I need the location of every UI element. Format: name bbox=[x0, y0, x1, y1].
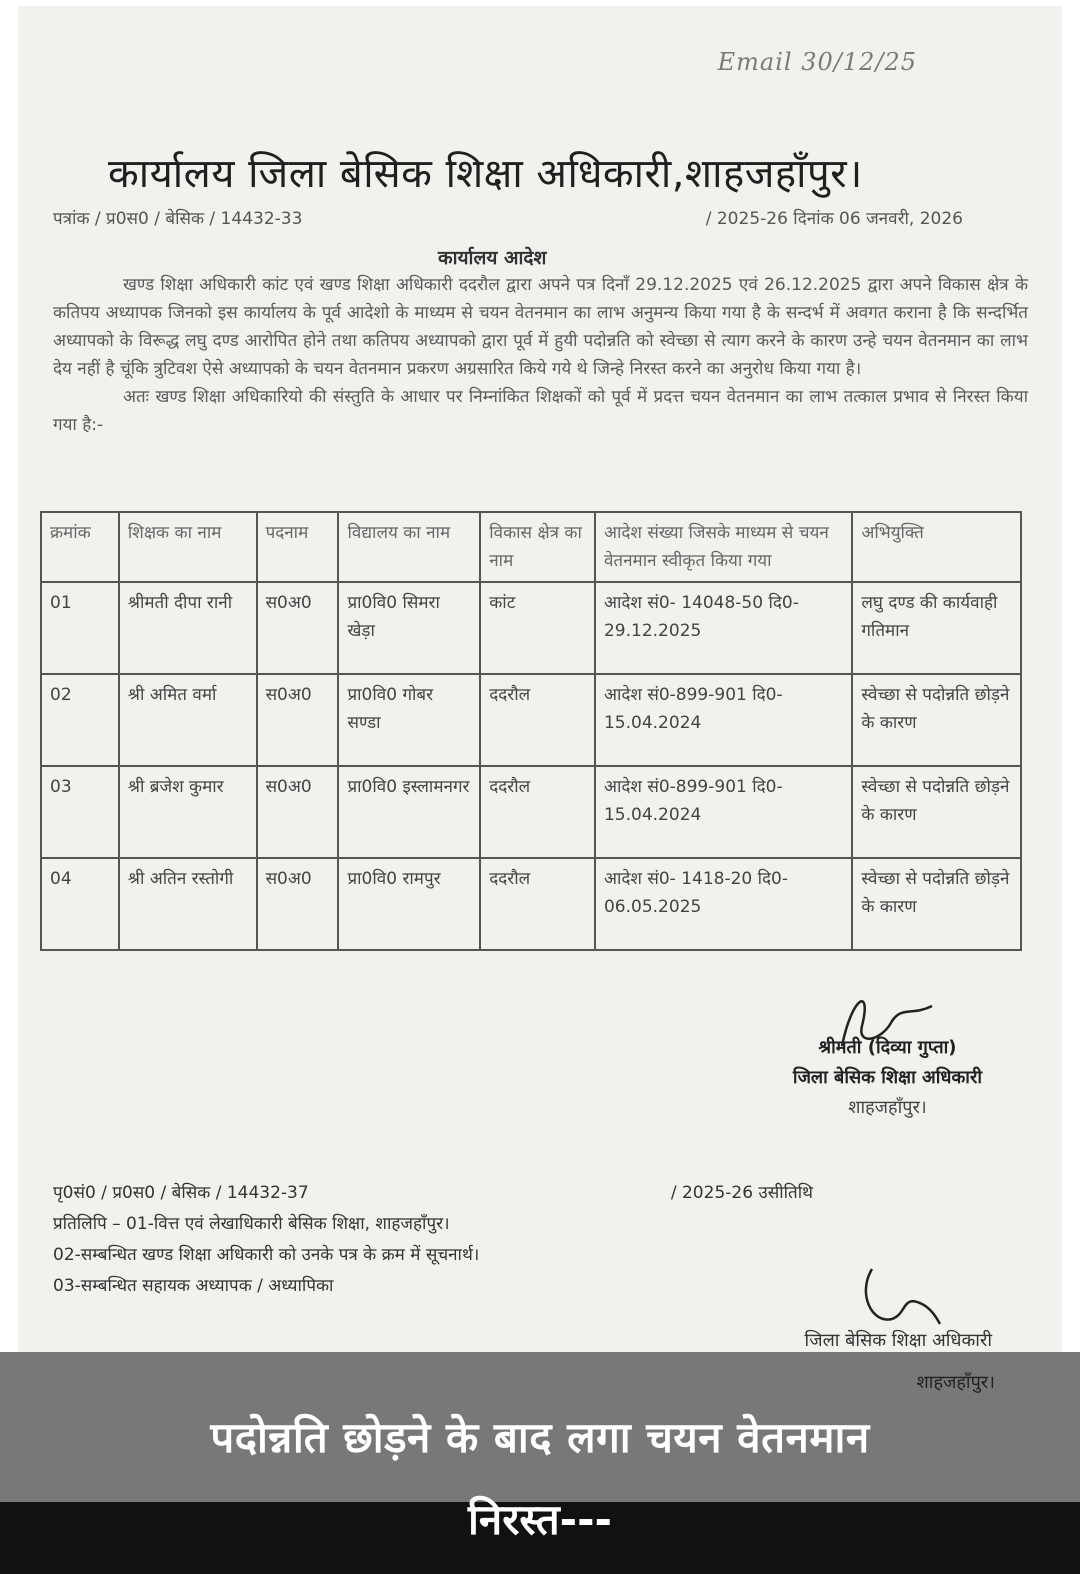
header-order-number: आदेश संख्या जिसके माध्यम से चयन वेतनमान स्वीकृत किया गया bbox=[595, 512, 852, 582]
cell-block-name: ददरौल bbox=[480, 674, 595, 766]
copy-reference-date: / 2025-26 उसीतिथि bbox=[670, 1183, 813, 1203]
signatory-name: श्रीमती (दिव्या गुप्ता) bbox=[818, 1037, 957, 1058]
copy-reference-line bbox=[53, 1178, 813, 1209]
scanned-order-document bbox=[18, 6, 1062, 1356]
header-serial: क्रमांक bbox=[41, 512, 119, 582]
cell-school-name: प्रा0वि0 इस्लामनगर bbox=[338, 766, 480, 858]
cell-block-name: कांट bbox=[480, 582, 595, 674]
header-designation: पदनाम bbox=[257, 512, 339, 582]
table-row bbox=[41, 858, 1021, 950]
email-handwritten-note: Email 30/12/25 bbox=[717, 48, 917, 76]
cell-remarks: स्वेच्छा से पदोन्नति छोड़ने के कारण bbox=[852, 766, 1021, 858]
cell-teacher-name: श्रीमती दीपा रानी bbox=[119, 582, 257, 674]
cell-designation: स0अ0 bbox=[257, 858, 339, 950]
copy-line: 02-सम्बन्धित खण्ड शिक्षा अधिकारी को उनके पत्र के क्रम में सूचनार्थ। bbox=[53, 1245, 480, 1265]
cell-block-name: ददरौल bbox=[480, 766, 595, 858]
header-teacher-name: शिक्षक का नाम bbox=[119, 512, 257, 582]
cell-serial: 02 bbox=[41, 674, 119, 766]
caption-headline-continued: निरस्त--- bbox=[468, 1495, 612, 1544]
copy-distribution bbox=[53, 1178, 813, 1302]
table-row bbox=[41, 674, 1021, 766]
cell-remarks: स्वेच्छा से पदोन्नति छोड़ने के कारण bbox=[852, 858, 1021, 950]
cell-order-number: आदेश सं0-899-901 दि0-15.04.2024 bbox=[595, 766, 852, 858]
cell-serial: 03 bbox=[41, 766, 119, 858]
order-paragraph-1: खण्ड शिक्षा अधिकारी कांट एवं खण्ड शिक्षा अधिकारी ददरौल द्वारा अपने पत्र दिनाँ 29.12.2025 एवं 26.12.2025 द्वारा अपने विकास क्षेत्र के कतिपय अध्यापक जिनको इस कार्यालय के पूर्व आदेशो के माध्यम से चयन वेतनमान का लाभ अनुमन्य किया गया है के सन्दर्भ में अवगत कराना है कि सन्दर्भित अध्यापको के विरूद्ध लघु दण्ड आरोपित होने तथा कतिपय अध्यापको द्वारा पूर्व में हुयी पदोन्नति को स्वेच्छा से त्याग करने के कारण उन्हे चयन वेतनमान का लाभ देय नहीं है चूंकि त्रुटिवश ऐसे अध्यापको के चयन वेतनमान प्रकरण अग्रसारित किये गये थे जिन्हे निरस्त करने का अनुरोध किया गया है। bbox=[53, 275, 1028, 379]
copy-reference-number: पृ0सं0 / प्र0स0 / बेसिक / 14432-37 bbox=[53, 1183, 309, 1203]
cell-teacher-name: श्री ब्रजेश कुमार bbox=[119, 766, 257, 858]
cell-school-name: प्रा0वि0 रामपुर bbox=[338, 858, 480, 950]
signature-block bbox=[793, 991, 982, 1123]
reference-date: / 2025-26 दिनांक 06 जनवरी, 2026 bbox=[705, 209, 963, 229]
cell-designation: स0अ0 bbox=[257, 582, 339, 674]
cell-teacher-name: श्री अतिन रस्तोगी bbox=[119, 858, 257, 950]
cell-teacher-name: श्री अमित वर्मा bbox=[119, 674, 257, 766]
second-signature-scribble-icon bbox=[852, 1264, 942, 1334]
caption-headline: पदोन्नति छोड़ने के बाद लगा चयन वेतनमान bbox=[210, 1413, 870, 1462]
cell-school-name: प्रा0वि0 गोबर सण्डा bbox=[338, 674, 480, 766]
cell-order-number: आदेश सं0-899-901 दि0-15.04.2024 bbox=[595, 674, 852, 766]
header-remarks: अभियुक्ति bbox=[852, 512, 1021, 582]
signatory-title: जिला बेसिक शिक्षा अधिकारी bbox=[792, 1067, 982, 1088]
order-body bbox=[53, 271, 1028, 439]
reference-line bbox=[53, 206, 963, 229]
table-header-row bbox=[41, 512, 1021, 582]
table-row bbox=[41, 766, 1021, 858]
header-block-name: विकास क्षेत्र का नाम bbox=[480, 512, 595, 582]
cell-serial: 01 bbox=[41, 582, 119, 674]
cell-block-name: ददरौल bbox=[480, 858, 595, 950]
cell-designation: स0अ0 bbox=[257, 674, 339, 766]
header-school-name: विद्यालय का नाम bbox=[338, 512, 480, 582]
signatory-district: शाहजहाँपुर। bbox=[848, 1097, 927, 1118]
cell-order-number: आदेश सं0- 1418-20 दि0-06.05.2025 bbox=[595, 858, 852, 950]
overlay-district-text: शाहजहाँपुर। bbox=[916, 1372, 995, 1393]
cell-order-number: आदेश सं0- 14048-50 दि0- 29.12.2025 bbox=[595, 582, 852, 674]
cell-remarks: स्वेच्छा से पदोन्नति छोड़ने के कारण bbox=[852, 674, 1021, 766]
cell-remarks: लघु दण्ड की कार्यवाही गतिमान bbox=[852, 582, 1021, 674]
copy-line: प्रतिलिपि – 01-वित्त एवं लेखाधिकारी बेसिक शिक्षा, शाहजहाँपुर। bbox=[53, 1214, 450, 1234]
table-row bbox=[41, 582, 1021, 674]
cell-school-name: प्रा0वि0 सिमरा खेड़ा bbox=[338, 582, 480, 674]
teachers-table bbox=[40, 511, 1022, 951]
order-paragraph-2: अतः खण्ड शिक्षा अधिकारियो की संस्तुति के आधार पर निम्नांकित शिक्षकों को पूर्व में प्रदत्त चयन वेतनमान का लाभ तत्काल प्रभाव से निरस्त किया गया है:- bbox=[53, 387, 1028, 435]
second-signatory-title: जिला बेसिक शिक्षा अधिकारी bbox=[804, 1330, 992, 1351]
office-heading: कार्यालय जिला बेसिक शिक्षा अधिकारी,शाहजहाँपुर। bbox=[108, 151, 863, 197]
cell-serial: 04 bbox=[41, 858, 119, 950]
reference-number: पत्रांक / प्र0स0 / बेसिक / 14432-33 bbox=[53, 209, 303, 229]
cell-designation: स0अ0 bbox=[257, 766, 339, 858]
order-title: कार्यालय आदेश bbox=[438, 247, 547, 269]
copy-line: 03-सम्बन्धित सहायक अध्यापक / अध्यापिका bbox=[53, 1276, 334, 1296]
